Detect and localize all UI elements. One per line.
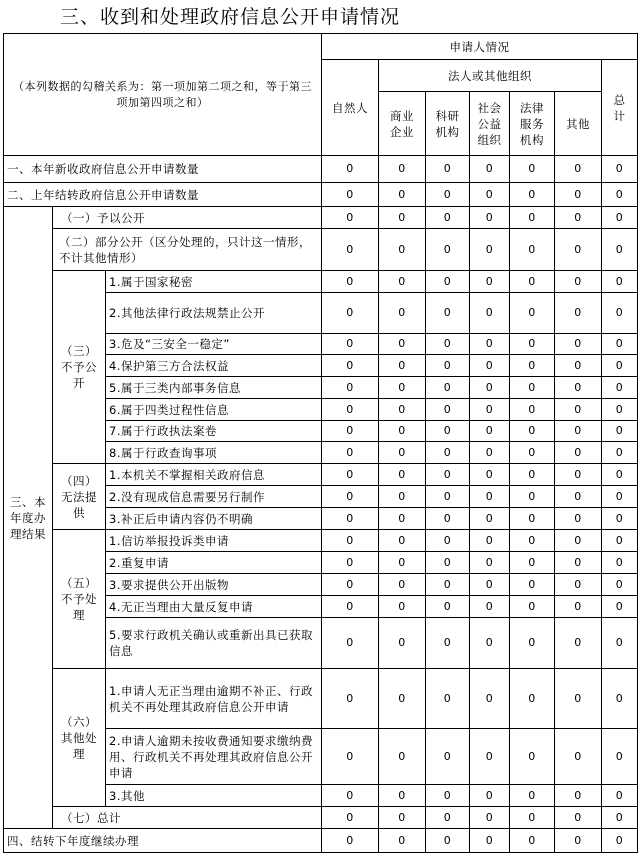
- group-not-public-item-value: 0: [426, 355, 470, 377]
- group-not-processed: （五）不予处理: [53, 530, 106, 669]
- row-public-value: 0: [470, 207, 510, 229]
- group-other-processing-item-value: 0: [426, 729, 470, 785]
- group-not-public-item-value: 0: [322, 442, 379, 464]
- group-cannot-provide-item-value: 0: [322, 508, 379, 530]
- group-not-processed-item-value: 0: [510, 618, 555, 669]
- group-cannot-provide-item-value: 0: [379, 464, 426, 486]
- row-carry-forward-value: 0: [322, 829, 379, 853]
- row-carry-forward-value: 0: [602, 829, 638, 853]
- group-cannot-provide-item-value: 0: [426, 464, 470, 486]
- group-cannot-provide-item-value: 0: [602, 486, 638, 508]
- row-subtotal-value: 0: [555, 807, 602, 829]
- group-other-processing-item-value: 0: [602, 785, 638, 807]
- group-not-public-item-value: 0: [602, 293, 638, 334]
- group-cannot-provide-item-value: 0: [510, 464, 555, 486]
- group-other-processing-item-value: 0: [510, 785, 555, 807]
- group-not-public-item: 1.属于国家秘密: [106, 271, 322, 293]
- group-not-public-item-value: 0: [426, 377, 470, 399]
- group-other-processing-item-value: 0: [470, 669, 510, 729]
- row-carry-forward-value: 0: [379, 829, 426, 853]
- row-public-value: 0: [510, 207, 555, 229]
- group-not-processed-item: 2.重复申请: [106, 552, 322, 574]
- group-not-processed-item-value: 0: [379, 552, 426, 574]
- group-not-public-item-value: 0: [602, 377, 638, 399]
- group-not-public-item-value: 0: [379, 399, 426, 421]
- group-not-public-item-value: 0: [379, 377, 426, 399]
- group-not-processed-item-value: 0: [510, 596, 555, 618]
- group-not-public-item-value: 0: [379, 271, 426, 293]
- row-carried-over-value: 0: [510, 183, 555, 207]
- group-not-public-item: 7.属于行政执法案卷: [106, 421, 322, 442]
- group-not-processed-item-value: 0: [426, 530, 470, 552]
- row-carry-forward-value: 0: [555, 829, 602, 853]
- group-not-processed-item-value: 0: [510, 552, 555, 574]
- group-not-public-item-value: 0: [426, 334, 470, 355]
- row-new-requests-value: 0: [470, 156, 510, 183]
- row-subtotal-value: 0: [426, 807, 470, 829]
- group-not-public-item-value: 0: [510, 355, 555, 377]
- group-not-public-item-value: 0: [470, 421, 510, 442]
- group-not-processed-item-value: 0: [602, 530, 638, 552]
- row-public-value: 0: [379, 207, 426, 229]
- group-not-processed-item-value: 0: [470, 552, 510, 574]
- group-not-processed-item-value: 0: [379, 596, 426, 618]
- group-not-processed-item-value: 0: [555, 596, 602, 618]
- group-not-processed-item-value: 0: [322, 530, 379, 552]
- group-other-processing-item-value: 0: [510, 729, 555, 785]
- group-not-public-item-value: 0: [555, 271, 602, 293]
- row-new-requests-value: 0: [426, 156, 470, 183]
- group-not-processed-item-value: 0: [602, 552, 638, 574]
- group-not-public-item-value: 0: [322, 355, 379, 377]
- group-not-public-item-value: 0: [602, 442, 638, 464]
- group-not-public-item-value: 0: [602, 421, 638, 442]
- group-other-processing-item-value: 0: [470, 729, 510, 785]
- group-not-public-item-value: 0: [510, 399, 555, 421]
- group-not-processed-item-value: 0: [555, 530, 602, 552]
- group-not-processed-item-value: 0: [470, 530, 510, 552]
- group-other-processing-item: 2.申请人逾期未按收费通知要求缴纳费用、行政机关不再处理其政府信息公开申请: [106, 729, 322, 785]
- group-cannot-provide-item-value: 0: [555, 464, 602, 486]
- row-new-requests-value: 0: [322, 156, 379, 183]
- group-not-public-item-value: 0: [322, 293, 379, 334]
- group-not-public-item-value: 0: [470, 334, 510, 355]
- group-other-processing-item-value: 0: [510, 669, 555, 729]
- group-not-public-item-value: 0: [426, 421, 470, 442]
- row-carried-over-value: 0: [555, 183, 602, 207]
- group-cannot-provide-item-value: 0: [426, 508, 470, 530]
- group-not-public-item-value: 0: [470, 293, 510, 334]
- group-other-processing-item-value: 0: [379, 785, 426, 807]
- group-not-public-item-value: 0: [322, 421, 379, 442]
- group-not-processed-item-value: 0: [470, 596, 510, 618]
- group-not-processed-item-value: 0: [426, 574, 470, 596]
- group-cannot-provide-item: 2.没有现成信息需要另行制作: [106, 486, 322, 508]
- row-carry-forward: 四、结转下年度继续办理: [4, 829, 322, 853]
- group-not-public-item-value: 0: [602, 355, 638, 377]
- row-new-requests-value: 0: [555, 156, 602, 183]
- group-not-processed-item-value: 0: [426, 552, 470, 574]
- group-not-public-item: 5.属于三类内部事务信息: [106, 377, 322, 399]
- group-not-public-item-value: 0: [510, 442, 555, 464]
- group-not-public-item-value: 0: [470, 377, 510, 399]
- row-partial-public-value: 0: [426, 229, 470, 271]
- row-partial-public-value: 0: [322, 229, 379, 271]
- header-other: 其他: [555, 92, 602, 156]
- group-other-processing-item-value: 0: [555, 729, 602, 785]
- group-cannot-provide-item-value: 0: [322, 486, 379, 508]
- group-other-processing-item-value: 0: [322, 785, 379, 807]
- row-subtotal-value: 0: [379, 807, 426, 829]
- row-partial-public-value: 0: [470, 229, 510, 271]
- group-not-public-item-value: 0: [379, 421, 426, 442]
- header-legal-group: 法人或其他组织: [379, 60, 602, 92]
- header-business: 商业企业: [379, 92, 426, 156]
- row-carried-over-value: 0: [470, 183, 510, 207]
- group-not-public-item: 6.属于四类过程性信息: [106, 399, 322, 421]
- group-not-processed-item-value: 0: [379, 530, 426, 552]
- group-cannot-provide-item-value: 0: [510, 486, 555, 508]
- group-not-processed-item-value: 0: [379, 574, 426, 596]
- row-new-requests-value: 0: [379, 156, 426, 183]
- group-not-public-item: 8.属于行政查询事项: [106, 442, 322, 464]
- header-applicant-situation: 申请人情况: [322, 34, 638, 60]
- page-title: 三、收到和处理政府信息公开申请情况: [60, 6, 401, 28]
- row-partial-public-value: 0: [555, 229, 602, 271]
- group-not-public-item-value: 0: [322, 271, 379, 293]
- group-cannot-provide-item: 1.本机关不掌握相关政府信息: [106, 464, 322, 486]
- group-not-processed-item-value: 0: [322, 596, 379, 618]
- row-public-value: 0: [322, 207, 379, 229]
- row-carry-forward-value: 0: [470, 829, 510, 853]
- group-not-public-item-value: 0: [470, 271, 510, 293]
- group-not-public-item-value: 0: [555, 355, 602, 377]
- group-cannot-provide-item-value: 0: [470, 508, 510, 530]
- row-new-requests-value: 0: [602, 156, 638, 183]
- row-carry-forward-value: 0: [426, 829, 470, 853]
- group-not-public-item-value: 0: [426, 399, 470, 421]
- group-not-public-item-value: 0: [510, 293, 555, 334]
- group-not-processed-item-value: 0: [510, 574, 555, 596]
- group-not-public-item-value: 0: [426, 293, 470, 334]
- row-partial-public-value: 0: [510, 229, 555, 271]
- group-not-public-item-value: 0: [555, 334, 602, 355]
- row-public-value: 0: [555, 207, 602, 229]
- row-results: 三、本年度办理结果: [4, 207, 53, 829]
- group-other-processing-item-value: 0: [379, 669, 426, 729]
- group-other-processing-item-value: 0: [379, 729, 426, 785]
- group-other-processing: （六）其他处理: [53, 669, 106, 807]
- header-law-service: 法律服务机构: [510, 92, 555, 156]
- row-carried-over-value: 0: [379, 183, 426, 207]
- group-not-public-item-value: 0: [510, 334, 555, 355]
- group-not-public-item-value: 0: [555, 399, 602, 421]
- group-not-public-item-value: 0: [602, 334, 638, 355]
- row-carry-forward-value: 0: [510, 829, 555, 853]
- group-not-processed-item: 1.信访举报投诉类申请: [106, 530, 322, 552]
- group-not-public-item-value: 0: [555, 293, 602, 334]
- group-not-processed-item-value: 0: [379, 618, 426, 669]
- row-carried-over-value: 0: [322, 183, 379, 207]
- row-subtotal-value: 0: [602, 807, 638, 829]
- group-not-processed-item: 5.要求行政机关确认或重新出具已获取信息: [106, 618, 322, 669]
- group-not-public-item-value: 0: [426, 271, 470, 293]
- group-cannot-provide-item-value: 0: [379, 508, 426, 530]
- group-not-public-item-value: 0: [426, 442, 470, 464]
- group-not-public-item-value: 0: [322, 399, 379, 421]
- group-not-public-item-value: 0: [510, 377, 555, 399]
- group-not-processed-item-value: 0: [510, 530, 555, 552]
- header-research: 科研机构: [426, 92, 470, 156]
- group-other-processing-item-value: 0: [322, 729, 379, 785]
- row-carried-over-value: 0: [426, 183, 470, 207]
- group-not-processed-item-value: 0: [322, 574, 379, 596]
- group-not-processed-item-value: 0: [602, 596, 638, 618]
- group-not-public-item-value: 0: [322, 377, 379, 399]
- group-not-processed-item-value: 0: [602, 618, 638, 669]
- group-not-public: （三）不予公开: [53, 271, 106, 464]
- group-other-processing-item-value: 0: [470, 785, 510, 807]
- group-cannot-provide-item-value: 0: [555, 508, 602, 530]
- row-partial-public-value: 0: [602, 229, 638, 271]
- group-cannot-provide: （四）无法提供: [53, 464, 106, 530]
- group-other-processing-item: 1.申请人无正当理由逾期不补正、行政机关不再处理其政府信息公开申请: [106, 669, 322, 729]
- row-public: （一）予以公开: [53, 207, 322, 229]
- group-not-public-item-value: 0: [379, 355, 426, 377]
- row-new-requests-value: 0: [510, 156, 555, 183]
- row-public-value: 0: [602, 207, 638, 229]
- group-other-processing-item: 3.其他: [106, 785, 322, 807]
- row-carried-over: 二、上年结转政府信息公开申请数量: [4, 183, 322, 207]
- group-not-public-item-value: 0: [555, 421, 602, 442]
- group-not-public-item-value: 0: [510, 271, 555, 293]
- row-subtotal-value: 0: [470, 807, 510, 829]
- group-not-public-item-value: 0: [555, 442, 602, 464]
- row-new-requests: 一、本年新收政府信息公开申请数量: [4, 156, 322, 183]
- group-cannot-provide-item-value: 0: [470, 464, 510, 486]
- group-not-processed-item-value: 0: [322, 552, 379, 574]
- group-not-public-item-value: 0: [379, 293, 426, 334]
- group-other-processing-item-value: 0: [426, 785, 470, 807]
- group-not-processed-item-value: 0: [470, 574, 510, 596]
- group-not-public-item-value: 0: [602, 271, 638, 293]
- group-not-public-item: 2.其他法律行政法规禁止公开: [106, 293, 322, 334]
- group-cannot-provide-item-value: 0: [555, 486, 602, 508]
- group-not-processed-item-value: 0: [602, 574, 638, 596]
- group-other-processing-item-value: 0: [602, 729, 638, 785]
- row-subtotal: （七）总计: [53, 807, 322, 829]
- group-other-processing-item-value: 0: [602, 669, 638, 729]
- group-other-processing-item-value: 0: [322, 669, 379, 729]
- disclosure-table: [3, 33, 638, 853]
- group-cannot-provide-item-value: 0: [322, 464, 379, 486]
- group-cannot-provide-item-value: 0: [470, 486, 510, 508]
- group-not-processed-item-value: 0: [426, 596, 470, 618]
- group-not-public-item-value: 0: [510, 421, 555, 442]
- row-subtotal-value: 0: [322, 807, 379, 829]
- row-partial-public-value: 0: [379, 229, 426, 271]
- group-not-processed-item-value: 0: [555, 552, 602, 574]
- group-not-public-item: 4.保护第三方合法权益: [106, 355, 322, 377]
- group-not-public-item: 3.危及“三安全一稳定”: [106, 334, 322, 355]
- group-cannot-provide-item-value: 0: [510, 508, 555, 530]
- group-cannot-provide-item-value: 0: [379, 486, 426, 508]
- group-other-processing-item-value: 0: [555, 669, 602, 729]
- group-not-processed-item-value: 0: [555, 574, 602, 596]
- group-not-public-item-value: 0: [555, 377, 602, 399]
- group-not-public-item-value: 0: [470, 399, 510, 421]
- group-not-processed-item: 3.要求提供公开出版物: [106, 574, 322, 596]
- row-subtotal-value: 0: [510, 807, 555, 829]
- group-not-processed-item-value: 0: [426, 618, 470, 669]
- row-partial-public: （二）部分公开（区分处理的，只计这一情形，不计其他情形）: [53, 229, 322, 271]
- header-natural-person: 自然人: [322, 60, 379, 156]
- group-not-public-item-value: 0: [470, 355, 510, 377]
- group-not-public-item-value: 0: [379, 442, 426, 464]
- group-not-public-item-value: 0: [322, 334, 379, 355]
- group-not-public-item-value: 0: [379, 334, 426, 355]
- group-other-processing-item-value: 0: [555, 785, 602, 807]
- group-not-processed-item-value: 0: [322, 618, 379, 669]
- group-cannot-provide-item-value: 0: [426, 486, 470, 508]
- header-social: 社会公益组织: [470, 92, 510, 156]
- group-not-processed-item-value: 0: [555, 618, 602, 669]
- group-not-processed-item-value: 0: [470, 618, 510, 669]
- row-carried-over-value: 0: [602, 183, 638, 207]
- header-total: 总计: [602, 60, 638, 156]
- group-other-processing-item-value: 0: [426, 669, 470, 729]
- group-not-processed-item: 4.无正当理由大量反复申请: [106, 596, 322, 618]
- group-cannot-provide-item-value: 0: [602, 508, 638, 530]
- group-not-public-item-value: 0: [602, 399, 638, 421]
- row-public-value: 0: [426, 207, 470, 229]
- header-note: （本列数据的勾稽关系为：第一项加第二项之和，等于第三项加第四项之和）: [4, 34, 322, 156]
- group-not-public-item-value: 0: [470, 442, 510, 464]
- group-cannot-provide-item: 3.补正后申请内容仍不明确: [106, 508, 322, 530]
- group-cannot-provide-item-value: 0: [602, 464, 638, 486]
